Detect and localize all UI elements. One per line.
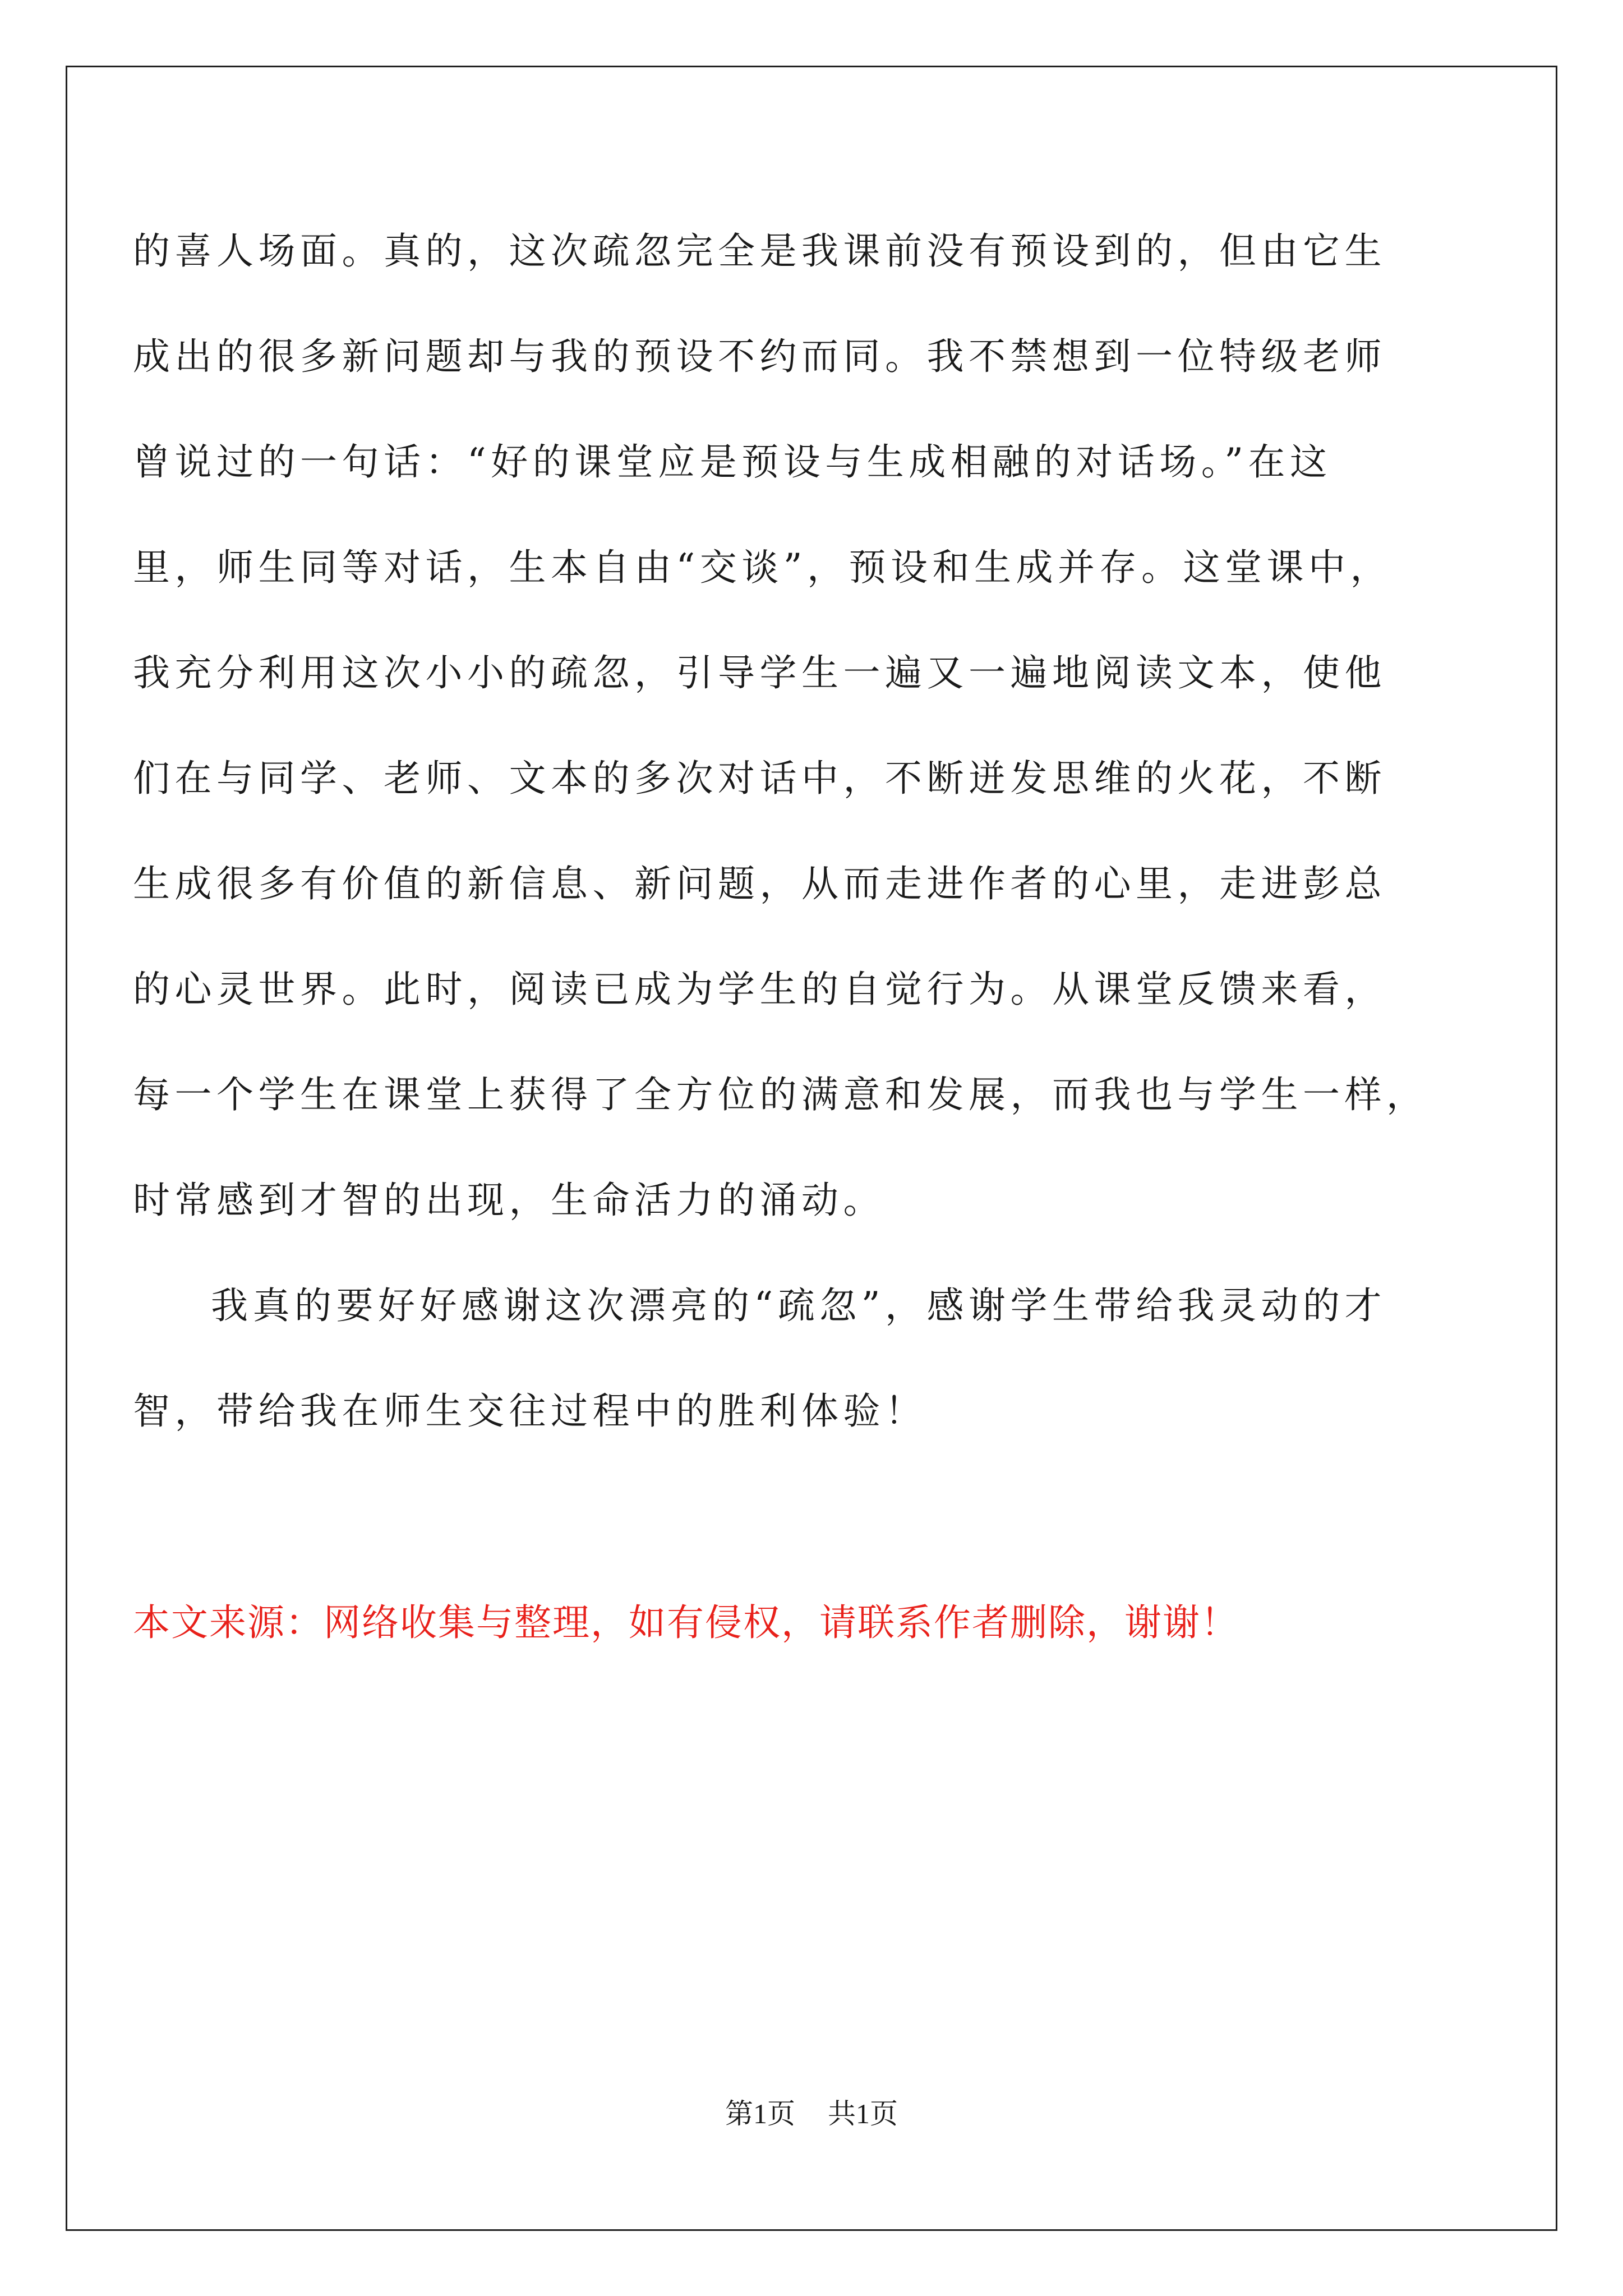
paragraph-line: 的心灵世界。此时，阅读已成为学生的自觉行为。从课堂反馈来看， [133,968,1386,1011]
paragraph-line: 智，带给我在师生交往过程中的胜利体验！ [133,1389,927,1433]
page-total: 共1页 [828,2098,898,2129]
paragraph-line: 我真的要好好感谢这次漂亮的“疏忽”，感谢学生带给我灵动的才 [211,1284,1386,1327]
paragraph-line: 里，师生同等对话，生本自由“交谈”，预设和生成并存。这堂课中， [133,546,1392,589]
paragraph-line: 成出的很多新问题却与我的预设不约而同。我不禁想到一位特级老师 [133,335,1386,378]
page-footer [0,2097,1623,2131]
paragraph-line: 时常感到才智的出现，生命活力的涌动。 [133,1179,885,1222]
page-border [66,66,1557,2231]
paragraph-line: 每一个学生在课堂上获得了全方位的满意和发展，而我也与学生一样， [133,1073,1428,1116]
paragraph-line: 生成很多有价值的新信息、新问题，从而走进作者的心里，走进彭总 [133,862,1386,905]
paragraph-line: 我充分利用这次小小的疏忽，引导学生一遍又一遍地阅读文本，使他 [133,651,1386,694]
paragraph-line: 的喜人场面。真的，这次疏忽完全是我课前没有预设到的，但由它生 [133,229,1386,273]
paragraph-line: 们在与同学、老师、文本的多次对话中，不断迸发思维的火花，不断 [133,757,1386,800]
source-disclaimer: 本文来源：网络收集与整理，如有侵权，请联系作者删除，谢谢！ [133,1601,1239,1644]
page-number: 第1页 [725,2098,795,2129]
paragraph-line: 曾说过的一句话：“好的课堂应是预设与生成相融的对话场。”在这 [133,440,1332,484]
